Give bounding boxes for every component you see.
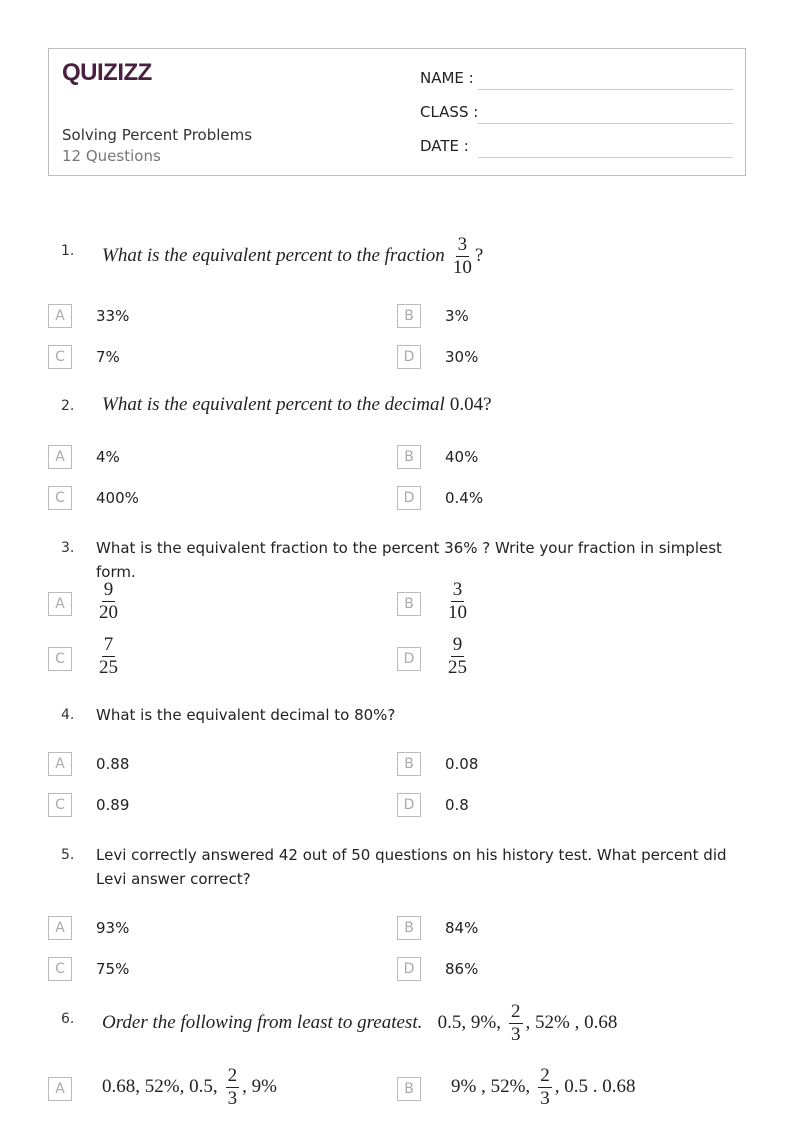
option-values: , 9%	[242, 1076, 277, 1097]
option-d-box[interactable]: D	[397, 793, 421, 817]
option-b-box[interactable]: B	[397, 752, 421, 776]
option-a-text	[102, 1065, 277, 1110]
fraction	[453, 234, 472, 279]
option-d-box[interactable]: D	[397, 957, 421, 981]
denominator: 25	[99, 657, 118, 678]
option-d-text: 30%	[445, 348, 479, 366]
option-a-box[interactable]: A	[48, 445, 72, 469]
option-b-text: 40%	[445, 448, 479, 466]
question-values: 0.5, 9%,	[437, 1012, 501, 1033]
option-b-box[interactable]: B	[397, 592, 421, 616]
option-values: 9% , 52%,	[451, 1076, 531, 1097]
option-c-box[interactable]: C	[48, 486, 72, 510]
option-c-box[interactable]: C	[48, 647, 72, 671]
numerator: 9	[452, 634, 463, 655]
option-d-text: 86%	[445, 960, 479, 978]
denominator: 3	[540, 1088, 550, 1109]
denominator: 3	[227, 1088, 238, 1109]
question-count: 12 Questions	[62, 147, 161, 165]
numerator: 3	[457, 234, 468, 255]
question-number: 2.	[61, 398, 75, 414]
denominator: 10	[452, 257, 472, 278]
option-d-fraction	[445, 634, 470, 679]
fraction	[538, 1065, 552, 1110]
question-number: 6.	[61, 1011, 75, 1027]
class-label: CLASS :	[420, 103, 479, 121]
denominator: 25	[448, 657, 467, 678]
option-b-text: 0.08	[445, 755, 479, 773]
worksheet-title: Solving Percent Problems	[62, 126, 253, 144]
option-d-text: 0.4%	[445, 489, 484, 507]
name-label: NAME :	[420, 69, 474, 87]
question-text: What is the equivalent fraction to the percent 36% ? Write your fraction in simplest form.	[96, 539, 722, 581]
option-b-box[interactable]: B	[397, 916, 421, 940]
option-b-box[interactable]: B	[397, 1077, 421, 1101]
option-c-text: 0.89	[96, 796, 130, 814]
numerator: 9	[103, 579, 114, 600]
denominator: 10	[448, 602, 467, 623]
question-values: , 52% , 0.68	[525, 1012, 618, 1033]
option-c-box[interactable]: C	[48, 957, 72, 981]
option-d-box[interactable]: D	[397, 345, 421, 369]
numerator: 2	[540, 1065, 550, 1086]
option-a-box[interactable]: A	[48, 1077, 72, 1101]
option-a-text: 33%	[96, 307, 130, 325]
option-b-text: 3%	[445, 307, 469, 325]
question-text: What is the equivalent decimal to 80%?	[96, 706, 396, 724]
option-c-text: 7%	[96, 348, 120, 366]
option-b-box[interactable]: B	[397, 304, 421, 328]
name-field[interactable]	[478, 89, 733, 90]
option-d-text: 0.8	[445, 796, 469, 814]
numerator: 3	[452, 579, 463, 600]
option-b-fraction	[445, 579, 470, 624]
option-a-text: 93%	[96, 919, 130, 937]
option-b-box[interactable]: B	[397, 445, 421, 469]
numerator: 7	[103, 634, 114, 655]
option-b-text: 84%	[445, 919, 479, 937]
quizizz-logo: QUIZIZZ	[62, 59, 152, 86]
fraction	[226, 1065, 240, 1110]
question-text: Levi correctly answered 42 out of 50 questions on his history test. What percent did Levi answer correct?	[96, 846, 727, 888]
numerator: 2	[511, 1001, 521, 1022]
option-c-text: 75%	[96, 960, 130, 978]
worksheet-header	[48, 48, 746, 176]
question-suffix: ?	[474, 245, 484, 266]
option-a-text: 4%	[96, 448, 120, 466]
option-b-text	[451, 1065, 636, 1110]
option-c-text: 400%	[96, 489, 139, 507]
fraction	[509, 1001, 523, 1046]
question-number: 5.	[61, 847, 75, 863]
question-number: 4.	[61, 707, 75, 723]
date-field[interactable]	[478, 157, 733, 158]
question-math-text: What is the equivalent percent to the fraction	[102, 245, 445, 266]
option-values: 0.68, 52%, 0.5,	[102, 1076, 218, 1097]
question-math-text: What is the equivalent percent to the decimal	[102, 394, 445, 415]
option-a-box[interactable]: A	[48, 304, 72, 328]
option-d-box[interactable]: D	[397, 486, 421, 510]
date-label: DATE :	[420, 137, 469, 155]
option-c-box[interactable]: C	[48, 793, 72, 817]
denominator: 3	[511, 1024, 521, 1045]
option-a-fraction	[96, 579, 121, 624]
question-text	[102, 1001, 617, 1046]
option-a-box[interactable]: A	[48, 592, 72, 616]
numerator: 2	[227, 1065, 238, 1086]
class-field[interactable]	[478, 123, 733, 124]
denominator: 20	[99, 602, 118, 623]
option-values: , 0.5 . 0.68	[554, 1076, 636, 1097]
option-c-box[interactable]: C	[48, 345, 72, 369]
option-d-box[interactable]: D	[397, 647, 421, 671]
question-number: 1.	[61, 243, 75, 259]
option-a-box[interactable]: A	[48, 916, 72, 940]
question-number: 3.	[61, 540, 75, 556]
question-value: 0.04?	[449, 394, 492, 415]
option-a-box[interactable]: A	[48, 752, 72, 776]
question-math-text: Order the following from least to greatest.	[102, 1012, 423, 1033]
option-c-fraction	[96, 634, 121, 679]
question-text	[102, 234, 483, 279]
option-a-text: 0.88	[96, 755, 130, 773]
question-text	[102, 394, 492, 416]
